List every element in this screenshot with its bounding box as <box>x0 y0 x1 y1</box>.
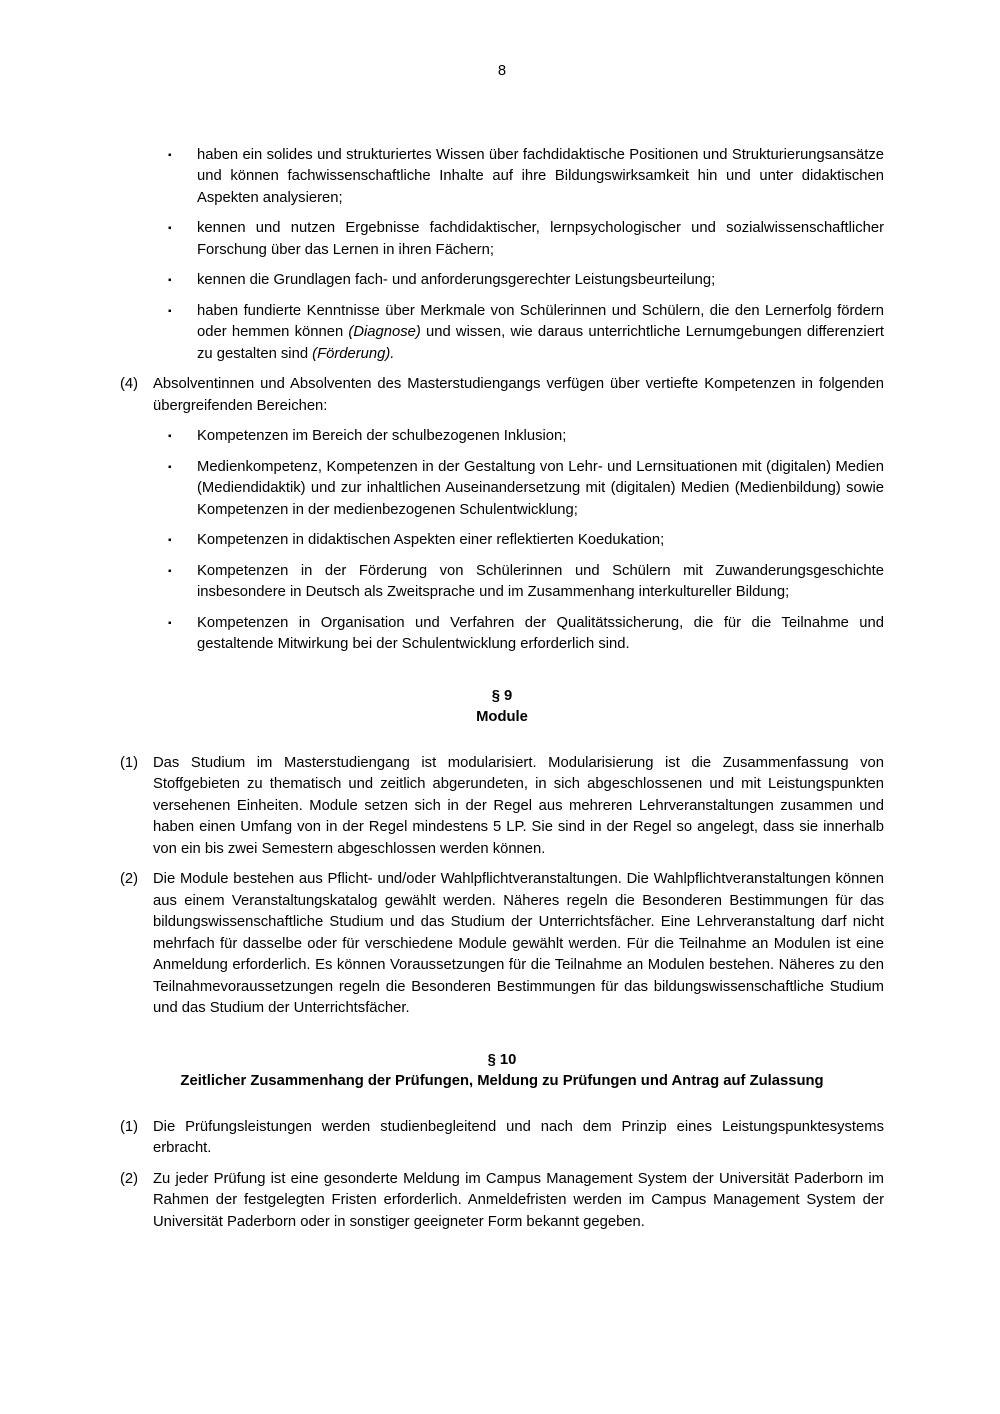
list-item <box>168 561 884 604</box>
list-item <box>168 145 884 210</box>
list-item <box>168 218 884 261</box>
paragraph-4 <box>120 374 884 417</box>
bullet-icon: ▪ <box>168 535 172 546</box>
section-title: Module <box>476 709 528 725</box>
section-title: Zeitlicher Zusammenhang der Prüfungen, Meldung zu Prüfungen und Antrag auf Zulassung <box>180 1073 824 1089</box>
bullet-text: Kompetenzen in der Förderung von Schülerinnen und Schülern mit Zuwanderungsgeschichte insbesondere in Deutsch als Zweitsprache und im Zusammenhang interkultureller Bildung; <box>197 562 884 600</box>
bullet-icon: ▪ <box>168 461 172 473</box>
paragraph-number: (2) <box>120 871 139 887</box>
bullet-text: Kompetenzen in didaktischen Aspekten einer reflektierten Koedukation; <box>197 532 665 548</box>
bullet-icon: ▪ <box>168 149 172 161</box>
paragraph-number: (4) <box>120 376 139 392</box>
paragraph-text: Zu jeder Prüfung ist eine gesonderte Meldung im Campus Management System der Universität Paderborn im Rahmen der festgelegten Fristen erforderlich. Anmeldefristen werden im Campus Management System der Universität Paderborn oder in sonstiger geeigneter Form bekannt gegeben. <box>153 1170 884 1230</box>
bullet-icon: ▪ <box>168 275 172 286</box>
term-diagnose-italic: (Diagnose) <box>348 324 421 340</box>
section-number: § 10 <box>487 1051 517 1068</box>
section-9-paragraph-2 <box>120 869 884 1020</box>
list-item <box>168 426 884 448</box>
bullet-text: kennen und nutzen Ergebnisse fachdidaktischer, lernpsychologischer und sozialwissenschaftlicher Forschung über das Lernen in ihren Fächern; <box>197 220 884 258</box>
bullet-text: Medienkompetenz, Kompetenzen in der Gestaltung von Lehr- und Lernsituationen mit (digitalen) Medien (Mediendidaktik) und zur inhaltlichen Auseinandersetzung mit (digitalen) Medien (Medienbildung) sowie Kompetenzen in der medienbezogenen Schulentwicklung; <box>197 458 884 518</box>
bullet-icon: ▪ <box>168 305 172 317</box>
section-10-paragraph-2 <box>120 1169 884 1234</box>
competency-bullet-list <box>120 145 884 366</box>
list-item <box>168 270 884 292</box>
section-10-paragraph-1 <box>120 1117 884 1160</box>
list-item <box>168 457 884 522</box>
section-9-paragraph-1 <box>120 753 884 861</box>
list-item <box>168 613 884 656</box>
page-number: 8 <box>497 63 507 79</box>
bullet-icon: ▪ <box>168 223 172 234</box>
bullet-text <box>197 303 884 362</box>
term-foerderung-italic: (Förderung). <box>312 345 395 362</box>
bullet-text-segment: und wissen, wie daraus unterrichtliche Lernumgebungen differenziert zu gestalten sind <box>197 324 884 362</box>
paragraph-text: Das Studium im Masterstudiengang ist modularisiert. Modularisierung ist die Zusammenfassung von Stoffgebieten zu thematisch und zeitlich abgerundeten, in sich abgeschlossenen und mit Leistungspunkten versehenen Einheiten. Module setzen sich in der Regel aus mehreren Lehrveranstaltungen zusammen und haben einen Umfang von in der Regel mindestens 5 LP. Sie sind in der Regel so angelegt, dass sie innerhalb von ein bis zwei Semestern abgeschlossen werden können. <box>153 754 884 857</box>
list-item <box>168 301 884 366</box>
bullet-text-segment: haben fundierte Kenntnisse über Merkmale von Schülerinnen und Schülern, die den Lernerfolg fördern oder hemmen können <box>197 302 884 340</box>
paragraph-text: Absolventinnen und Absolventen des Masterstudiengangs verfügen über vertiefte Kompetenzen in folgenden übergreifenden Bereichen: <box>153 376 884 414</box>
paragraph-number: (1) <box>120 1118 139 1135</box>
bullet-text: Kompetenzen im Bereich der schulbezogenen Inklusion; <box>197 428 567 444</box>
section-number: § 9 <box>491 687 513 704</box>
paragraph-number: (1) <box>120 754 139 771</box>
section-10-heading <box>120 1050 884 1093</box>
bullet-icon: ▪ <box>168 431 172 442</box>
section-9-heading <box>120 686 884 729</box>
bullet-text: Kompetenzen in Organisation und Verfahren der Qualitätssicherung, die für die Teilnahme und gestaltende Mitwirkung bei der Schulentwicklung erforderlich sind. <box>197 614 884 652</box>
bullet-text: haben ein solides und strukturiertes Wissen über fachdidaktische Positionen und Strukturierungsansätze und können fachwissenschaftliche Inhalte auf ihre Bildungswirksamkeit hin und unter didaktischen Aspekten analysieren; <box>197 146 884 206</box>
bullet-icon: ▪ <box>168 565 172 577</box>
bullet-text: kennen die Grundlagen fach- und anforderungsgerechter Leistungsbeurteilung; <box>197 272 716 288</box>
competency-area-bullet-list <box>120 426 884 656</box>
paragraph-text: Die Prüfungsleistungen werden studienbegleitend und nach dem Prinzip eines Leistungspunktesystems erbracht. <box>153 1118 884 1156</box>
paragraph-number: (2) <box>120 1170 139 1187</box>
list-item <box>168 530 884 552</box>
paragraph-text: Die Module bestehen aus Pflicht- und/oder Wahlpflichtveranstaltungen. Die Wahlpflichtveranstaltungen können aus einem Veranstaltungskatalog gewählt werden. Näheres regeln die Besonderen Bestimmungen für das bildungswissenschaftliche Studium und das Studium der Unterrichtsfächer. Eine Lehrveranstaltung darf nicht mehrfach für dasselbe oder für verschiedene Module gewählt werden. Für die Teilnahme an Modulen ist eine Anmeldung erforderlich. Es können Voraussetzungen für die Teilnahme an Modulen bestehen. Näheres zu den Teilnahmevoraussetzungen regeln die Besonderen Bestimmungen für das bildungswissenschaftliche Studium und das Studium der Unterrichtsfächer. <box>153 871 884 1016</box>
bullet-icon: ▪ <box>168 617 172 629</box>
